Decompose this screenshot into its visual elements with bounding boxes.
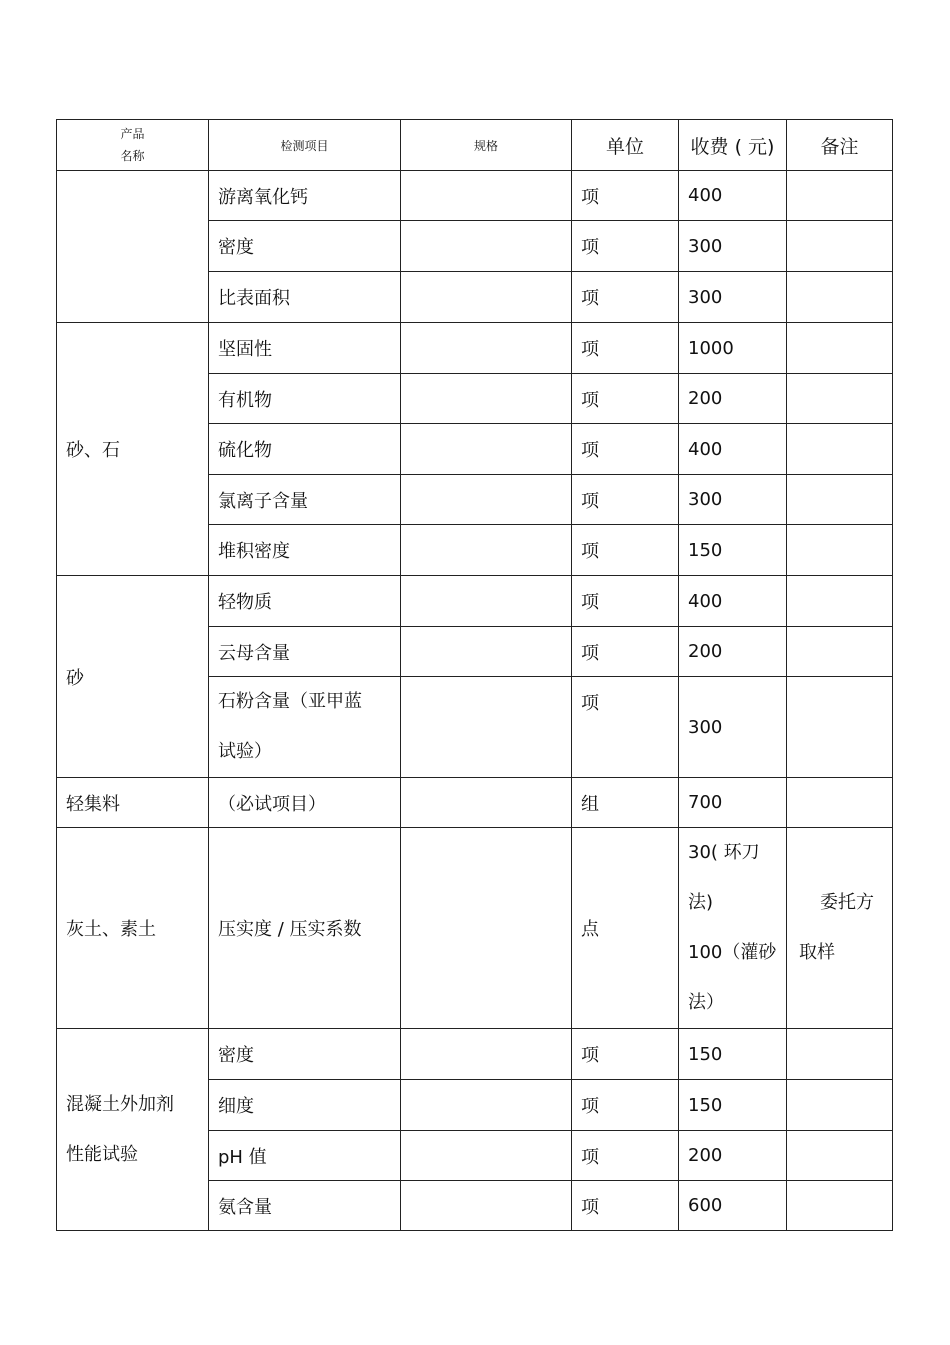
remark-cell bbox=[787, 374, 893, 424]
item-cell bbox=[209, 677, 401, 778]
product-cell: 砂 bbox=[57, 576, 209, 778]
unit-cell: 项 bbox=[572, 424, 679, 475]
unit-cell: 项 bbox=[572, 1080, 679, 1131]
header-product-line1: 产品 bbox=[120, 127, 145, 141]
unit-cell: 项 bbox=[572, 272, 679, 323]
header-product bbox=[57, 120, 209, 171]
unit-cell: 项 bbox=[572, 374, 679, 424]
item-cell: 密度 bbox=[209, 1029, 401, 1080]
spec-cell bbox=[401, 1131, 572, 1181]
unit-cell: 项 bbox=[572, 1181, 679, 1231]
table-row bbox=[57, 323, 893, 374]
unit-cell: 项 bbox=[572, 576, 679, 627]
header-item: 检测项目 bbox=[209, 120, 401, 171]
unit-cell: 点 bbox=[572, 828, 679, 1029]
table-row bbox=[57, 576, 893, 627]
fee-cell bbox=[679, 828, 787, 1029]
remark-cell bbox=[787, 272, 893, 323]
unit-cell: 项 bbox=[572, 221, 679, 272]
product-cell bbox=[57, 171, 209, 323]
item-line2: 试验） bbox=[218, 741, 272, 762]
fee-line1: 30( 环刀 bbox=[688, 842, 760, 863]
remark-cell bbox=[787, 424, 893, 475]
item-cell: pH 值 bbox=[209, 1131, 401, 1181]
spec-cell bbox=[401, 1080, 572, 1131]
remark-cell bbox=[787, 1131, 893, 1181]
unit-cell: 组 bbox=[572, 778, 679, 828]
fee-cell: 400 bbox=[679, 424, 787, 475]
spec-cell bbox=[401, 424, 572, 475]
item-cell: 有机物 bbox=[209, 374, 401, 424]
remark-cell bbox=[787, 1029, 893, 1080]
header-unit: 单位 bbox=[572, 120, 679, 171]
unit-cell: 项 bbox=[572, 475, 679, 525]
product-cell: 轻集料 bbox=[57, 778, 209, 828]
item-cell: 云母含量 bbox=[209, 627, 401, 677]
spec-cell bbox=[401, 221, 572, 272]
product-line1: 混凝土外加剂 bbox=[66, 1093, 174, 1115]
fee-cell: 150 bbox=[679, 1080, 787, 1131]
fee-cell: 400 bbox=[679, 576, 787, 627]
header-fee: 收费 ( 元) bbox=[679, 120, 787, 171]
remark-cell bbox=[787, 1181, 893, 1231]
fee-cell: 300 bbox=[679, 221, 787, 272]
fee-cell: 300 bbox=[679, 475, 787, 525]
item-line1: 石粉含量（亚甲蓝 bbox=[218, 691, 362, 712]
unit-cell: 项 bbox=[572, 627, 679, 677]
remark-cell bbox=[787, 221, 893, 272]
product-cell: 灰土、素土 bbox=[57, 828, 209, 1029]
header-spec: 规格 bbox=[401, 120, 572, 171]
unit-cell: 项 bbox=[572, 171, 679, 221]
header-row bbox=[57, 120, 893, 171]
spec-cell bbox=[401, 778, 572, 828]
spec-cell bbox=[401, 171, 572, 221]
remark-cell bbox=[787, 525, 893, 576]
product-line2: 性能试验 bbox=[66, 1143, 138, 1165]
price-table bbox=[56, 119, 893, 1231]
table-row bbox=[57, 171, 893, 221]
product-cell: 砂、石 bbox=[57, 323, 209, 576]
table-row bbox=[57, 778, 893, 828]
item-cell: 比表面积 bbox=[209, 272, 401, 323]
header-remark: 备注 bbox=[787, 120, 893, 171]
spec-cell bbox=[401, 828, 572, 1029]
table-row bbox=[57, 1029, 893, 1080]
fee-cell: 700 bbox=[679, 778, 787, 828]
fee-line4: 法） bbox=[688, 992, 724, 1013]
remark-line1: 委托方 bbox=[820, 892, 874, 913]
remark-line2: 取样 bbox=[799, 942, 835, 963]
unit-cell: 项 bbox=[572, 1131, 679, 1181]
unit-cell: 项 bbox=[572, 525, 679, 576]
fee-cell: 200 bbox=[679, 1131, 787, 1181]
remark-cell bbox=[787, 323, 893, 374]
fee-cell: 300 bbox=[679, 272, 787, 323]
item-cell: 氨含量 bbox=[209, 1181, 401, 1231]
fee-cell: 300 bbox=[679, 677, 787, 778]
remark-cell bbox=[787, 677, 893, 778]
remark-cell bbox=[787, 828, 893, 1029]
item-cell: 细度 bbox=[209, 1080, 401, 1131]
spec-cell bbox=[401, 374, 572, 424]
fee-cell: 200 bbox=[679, 374, 787, 424]
fee-line3: 100（灌砂 bbox=[688, 942, 777, 963]
fee-line2: 法) bbox=[688, 892, 714, 913]
header-product-line2: 名称 bbox=[120, 149, 145, 163]
item-cell: 堆积密度 bbox=[209, 525, 401, 576]
spec-cell bbox=[401, 576, 572, 627]
item-cell: （必试项目） bbox=[209, 778, 401, 828]
remark-cell bbox=[787, 475, 893, 525]
remark-cell bbox=[787, 627, 893, 677]
remark-cell bbox=[787, 171, 893, 221]
fee-cell: 200 bbox=[679, 627, 787, 677]
remark-cell bbox=[787, 778, 893, 828]
spec-cell bbox=[401, 272, 572, 323]
spec-cell bbox=[401, 1029, 572, 1080]
spec-cell bbox=[401, 627, 572, 677]
unit-cell: 项 bbox=[572, 677, 679, 778]
fee-cell: 150 bbox=[679, 525, 787, 576]
remark-cell bbox=[787, 1080, 893, 1131]
table-row bbox=[57, 828, 893, 1029]
item-cell: 游离氧化钙 bbox=[209, 171, 401, 221]
item-cell: 坚固性 bbox=[209, 323, 401, 374]
item-cell: 轻物质 bbox=[209, 576, 401, 627]
unit-cell: 项 bbox=[572, 1029, 679, 1080]
fee-cell: 1000 bbox=[679, 323, 787, 374]
spec-cell bbox=[401, 475, 572, 525]
spec-cell bbox=[401, 677, 572, 778]
spec-cell bbox=[401, 525, 572, 576]
item-cell: 密度 bbox=[209, 221, 401, 272]
spec-cell bbox=[401, 1181, 572, 1231]
spec-cell bbox=[401, 323, 572, 374]
item-cell: 硫化物 bbox=[209, 424, 401, 475]
item-cell: 压实度 / 压实系数 bbox=[209, 828, 401, 1029]
item-cell: 氯离子含量 bbox=[209, 475, 401, 525]
remark-cell bbox=[787, 576, 893, 627]
fee-cell: 600 bbox=[679, 1181, 787, 1231]
unit-cell: 项 bbox=[572, 323, 679, 374]
fee-cell: 400 bbox=[679, 171, 787, 221]
product-cell bbox=[57, 1029, 209, 1231]
fee-cell: 150 bbox=[679, 1029, 787, 1080]
